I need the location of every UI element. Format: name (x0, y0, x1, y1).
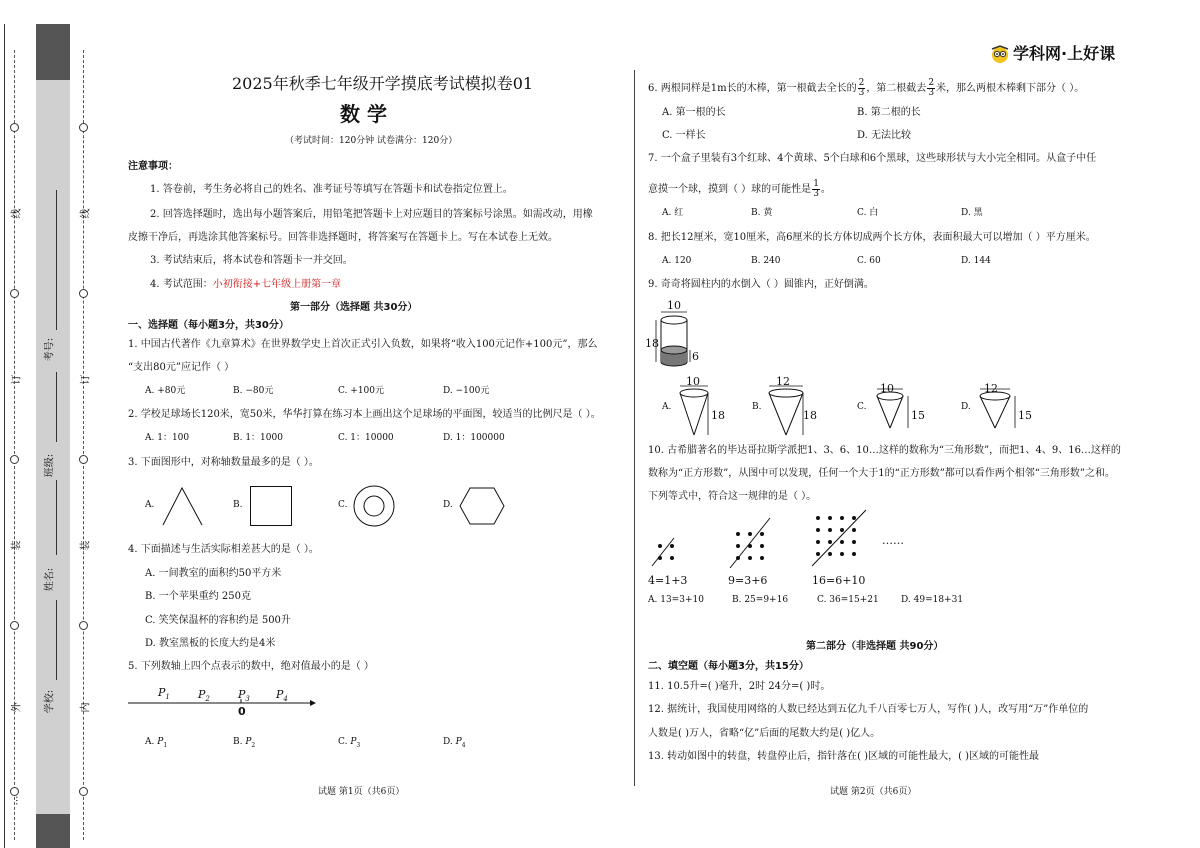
q7-option-c[interactable]: C. 白 (857, 208, 879, 218)
q4-stem: 4. 下面描述与生活实际相差甚大的是（ ）。 (128, 544, 319, 555)
exam-id-field[interactable] (56, 190, 57, 330)
point-p1-label: $P_1$ (158, 686, 170, 702)
dot-caption-16: 16=6+10 (812, 574, 866, 587)
q9-option-a[interactable]: A. (662, 402, 672, 412)
class-field[interactable] (56, 372, 57, 442)
dot-pattern-4 (648, 512, 688, 576)
q8-option-a[interactable]: A. 120 (662, 256, 692, 266)
cylinder-diameter-label: 10 (667, 299, 681, 312)
q1-stem-cont: “支出80元”应记作（ ） (128, 362, 235, 373)
q3-option-c[interactable]: C. (338, 500, 348, 510)
q5-option-d[interactable]: D. $P_4$ (443, 737, 466, 749)
brand-logo-text: 学科网·上好课 (1013, 44, 1116, 63)
q9-option-d[interactable]: D. (961, 402, 971, 412)
scope-value: 小初衔接+七年级上册第一章 (212, 279, 342, 290)
q6-option-d[interactable]: D. 无法比较 (857, 130, 912, 141)
q4-option-c[interactable]: C. 笑笑保温杯的容积约是 500升 (145, 615, 291, 626)
water-height-label: 6 (692, 350, 699, 363)
square-figure (250, 486, 292, 526)
class-field-label: 班级: (44, 453, 56, 478)
page2-footer: 试题 第2页（共6页） (830, 787, 917, 797)
q1-option-c[interactable]: C. +100元 (338, 386, 385, 396)
hexagon-figure (458, 486, 506, 530)
q8-stem: 8. 把长12厘米，宽10厘米，高6厘米的长方体切成两个长方体，表面积最大可以增加（ ）平方厘米。 (648, 232, 1096, 243)
point-p2-label: $P_2$ (198, 688, 210, 704)
dot-caption-9: 9=3+6 (728, 574, 768, 587)
q8-option-b[interactable]: B. 240 (751, 256, 781, 266)
q4-option-d[interactable]: D. 教室黑板的长度大约是4米 (145, 638, 276, 649)
page-title: 2025年秋季七年级开学摸底考试模拟卷01 (232, 74, 534, 93)
binding-hole (10, 621, 19, 630)
q10-option-c[interactable]: C. 36=15+21 (817, 595, 879, 605)
part1-title: 第一部分（选择题 共30分） (290, 302, 418, 313)
binding-hole (79, 787, 88, 796)
q10-option-a[interactable]: A. 13=3+10 (648, 595, 704, 605)
outer-label-xian: 线 (11, 208, 23, 219)
cone-d-height: 15 (1018, 409, 1032, 422)
notice-heading: 注意事项： (128, 161, 178, 172)
q10-option-b[interactable]: B. 25=9+16 (732, 595, 789, 605)
binding-hole (79, 621, 88, 630)
owl-face-icon (990, 44, 1010, 64)
q1-option-b[interactable]: B. −80元 (233, 386, 274, 396)
q12-stem-cont: 人数是( )万人，省略“亿”后面的尾数大约是( )亿人。 (648, 728, 881, 739)
q7-stem: 7. 一个盒子里装有3个红球、4个黄球、5个白球和6个黑球，这些球形状与大小完全相同。从盒子中任 (648, 153, 1097, 164)
q11-stem: 11. 10.5升=( )毫升，2时 24分=( )时。 (648, 681, 831, 692)
notice-item: 皮擦干净后，再选涂其他答案标号。回答非选择题时，将答案写在答题卡上。写在本试卷上无效。 (128, 232, 558, 243)
point-p4-label: $P_4$ (276, 688, 288, 704)
cone-d-diameter: 12 (984, 382, 998, 395)
inner-label-xian: 线 (80, 208, 92, 219)
q12-stem: 12. 据统计，我国使用网络的人数已经达到五亿九千八百零七万人，写作( )人，改写用“万”作单位的 (648, 704, 1089, 715)
q5-option-b[interactable]: B. $P_2$ (233, 737, 256, 749)
dot-pattern-ellipsis: …… (882, 534, 904, 547)
outer-label-zhuang: 装 (11, 540, 23, 551)
exam-info: （考试时间：120分钟 试卷满分：120分） (285, 136, 458, 146)
inner-label-zhuang: 装 (80, 540, 92, 551)
inner-label-ding: 订 (80, 374, 92, 385)
q7-stem-cont: 意摸一个球，摸到（ ）球的可能性是 $\frac{1}{3}$ 。 (648, 179, 831, 199)
q10-stem-cont: 数称为“正方形数”，从图中可以发现，任何一个大于1的“正方形数”都可以看作两个相邻“三角形数”之和。 (648, 468, 1116, 479)
name-field-label: 姓名: (44, 567, 56, 592)
q3-option-a[interactable]: A. (145, 500, 155, 510)
q5-option-c[interactable]: C. $P_3$ (338, 737, 361, 749)
q1-stem: 1. 中国古代著作《九章算术》在世界数学史上首次正式引入负数，如果将“收入100元记作+100元”，那么 (128, 339, 598, 350)
q9-option-c[interactable]: C. (857, 402, 867, 412)
name-field[interactable] (56, 480, 57, 555)
q1-option-a[interactable]: A. +80元 (145, 386, 186, 396)
q3-option-d[interactable]: D. (443, 500, 453, 510)
q2-option-b[interactable]: B. 1：1000 (233, 433, 283, 443)
q7-option-a[interactable]: A. 红 (662, 208, 684, 218)
page-divider (634, 70, 635, 786)
notice-item: 3. 考试结束后，将本试卷和答题卡一并交回。 (150, 255, 353, 266)
outer-label-wai: 外 (11, 702, 23, 713)
notice-item: 2. 回答选择题时，选出每小题答案后，用铅笔把答题卡上对应题目的答案标号涂黑。如需改动，用橡 (150, 209, 593, 220)
q5-stem: 5. 下列数轴上四个点表示的数中，绝对值最小的是（ ） (128, 661, 374, 672)
section2-heading: 二、填空题（每小题3分，共15分） (648, 661, 809, 672)
q10-option-d[interactable]: D. 49=18+31 (901, 595, 964, 605)
scope-label: 4. 考试范围： (150, 279, 213, 290)
dot-pattern-16 (810, 508, 874, 576)
subject-title: 数 学 (340, 102, 387, 126)
section1-heading: 一、选择题（每小题3分，共30分） (128, 320, 289, 331)
binding-hole (10, 455, 19, 464)
q4-option-a[interactable]: A. 一间教室的面积约50平方米 (145, 568, 282, 579)
number-line-figure (128, 683, 318, 727)
inner-label-nei: 内 (80, 702, 92, 713)
binding-strip-band (36, 24, 70, 848)
binding-hole (79, 455, 88, 464)
q5-option-a[interactable]: A. $P_1$ (145, 737, 168, 749)
q2-option-d[interactable]: D. 1：100000 (443, 433, 505, 443)
point-p3-label: $P_3$ (238, 688, 250, 704)
cone-b-diameter: 12 (776, 375, 790, 388)
cone-a-diameter: 10 (686, 375, 700, 388)
q6-option-a[interactable]: A. 第一根的长 (662, 107, 726, 118)
q6-stem: 6. 两根同样是1m长的木棒，第一根截去全长的 $\frac{2}{3}$ ，第二根截去 $\frac{2}{3}$ 米，那么两根木棒剩下部分（ ）。 (648, 78, 1085, 98)
q10-stem-cont: 下列等式中，符合这一规律的是（ ）。 (648, 491, 817, 502)
dot-caption-4: 4=1+3 (648, 574, 688, 587)
q2-option-c[interactable]: C. 1：10000 (338, 433, 394, 443)
q3-option-b[interactable]: B. (233, 500, 243, 510)
exam-id-field-label: 考号: (44, 337, 56, 362)
q6-option-c[interactable]: C. 一样长 (662, 130, 706, 141)
q10-stem: 10. 古希腊著名的毕达哥拉斯学派把1、3、6、10…这样的数称为“三角形数”，而把1、4、9、16…这样的 (648, 445, 1121, 456)
q1-option-d[interactable]: D. −100元 (443, 386, 490, 396)
q8-option-d[interactable]: D. 144 (961, 256, 991, 266)
q7-option-d[interactable]: D. 黑 (961, 208, 983, 218)
notice-item-scope (150, 280, 341, 290)
number-line-zero: 0 (238, 705, 246, 718)
q3-stem: 3. 下面图形中，对称轴数量最多的是（ ）。 (128, 457, 319, 468)
part2-title: 第二部分（非选择题 共90分） (806, 641, 944, 652)
q9-option-b[interactable]: B. (752, 402, 762, 412)
outer-ellipsis: … (9, 795, 21, 806)
cone-b-height: 18 (803, 409, 817, 422)
q8-option-c[interactable]: C. 60 (857, 256, 881, 266)
page1-footer: 试题 第1页（共6页） (318, 787, 405, 797)
q7-option-b[interactable]: B. 黄 (751, 208, 773, 218)
ring-figure (352, 484, 396, 532)
q6-option-b[interactable]: B. 第二根的长 (857, 107, 921, 118)
cone-c-diameter: 10 (880, 382, 894, 395)
q9-stem: 9. 奇奇将圆柱内的水倒入（ ）圆锥内，正好倒满。 (648, 279, 874, 290)
cone-a-height: 18 (711, 409, 725, 422)
school-field[interactable] (56, 600, 57, 680)
q2-stem: 2. 学校足球场长120米，宽50米，华华打算在练习本上画出这个足球场的平面图，较适当的比例尺是（ ）。 (128, 409, 601, 420)
school-field-label: 学校: (44, 689, 56, 714)
binding-hole (10, 123, 19, 132)
notice-item: 1. 答卷前，考生务必将自己的姓名、准考证号等填写在答题卡和试卷指定位置上。 (150, 184, 513, 195)
chevron-shape-figure (160, 485, 206, 531)
q2-option-a[interactable]: A. 1：100 (145, 433, 190, 443)
cone-c-height: 15 (911, 409, 925, 422)
q4-option-b[interactable]: B. 一个苹果重约 250克 (145, 591, 251, 602)
cylinder-height-label: 18 (645, 337, 659, 350)
q13-stem: 13. 转动如图中的转盘，转盘停止后，指针落在( )区域的可能性最大，( )区域的可能性最 (648, 751, 1040, 762)
binding-hole (79, 123, 88, 132)
binding-hole (10, 289, 19, 298)
dot-pattern-9 (728, 512, 788, 576)
outer-label-ding: 订 (11, 374, 23, 385)
binding-hole (79, 289, 88, 298)
